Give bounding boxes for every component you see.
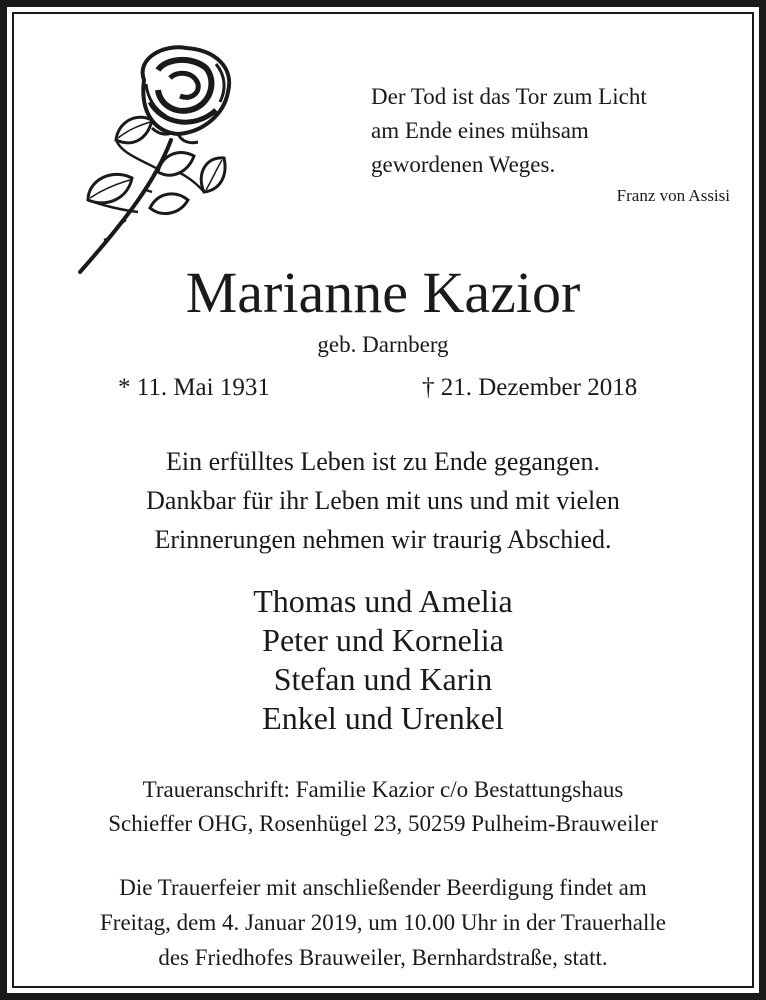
ceremony-line: des Friedhofes Brauweiler, Bernhardstraße, statt. (158, 945, 608, 970)
farewell-message (0, 442, 766, 559)
family-line: Thomas und Amelia (253, 583, 513, 619)
mourning-address (0, 773, 766, 841)
death-date: † 21. Dezember 2018 (422, 374, 638, 401)
family-line: Peter und Kornelia (262, 622, 504, 658)
ceremony-line: Die Trauerfeier mit anschließender Beerdigung findet am (119, 875, 647, 900)
ceremony-info (0, 870, 766, 975)
quote-author: Franz von Assisi (616, 186, 730, 205)
quote-line: gewordenen Weges. (371, 152, 556, 177)
family-line: Enkel und Urenkel (262, 700, 504, 736)
family-list (0, 582, 766, 738)
quote-line: am Ende eines mühsam (371, 118, 589, 143)
quote-line: Der Tod ist das Tor zum Licht (371, 84, 647, 109)
quote (371, 80, 731, 182)
message-line: Erinnerungen nehmen wir traurig Abschied. (154, 525, 612, 554)
family-line: Stefan und Karin (273, 661, 493, 697)
birth-name: geb. Darnberg (317, 332, 449, 357)
message-line: Dankbar für ihr Leben mit uns und mit vielen (146, 486, 620, 515)
rose-icon (66, 40, 256, 275)
deceased-name: Marianne Kazior (185, 260, 581, 325)
ceremony-line: Freitag, dem 4. Januar 2019, um 10.00 Uhr in der Trauerhalle (100, 910, 666, 935)
message-line: Ein erfülltes Leben ist zu Ende gegangen. (166, 447, 600, 476)
address-line: Traueranschrift: Familie Kazior c/o Bestattungshaus (142, 777, 624, 802)
address-line: Schieffer OHG, Rosenhügel 23, 50259 Pulheim-Brauweiler (108, 811, 658, 836)
birth-date: * 11. Mai 1931 (118, 374, 270, 401)
